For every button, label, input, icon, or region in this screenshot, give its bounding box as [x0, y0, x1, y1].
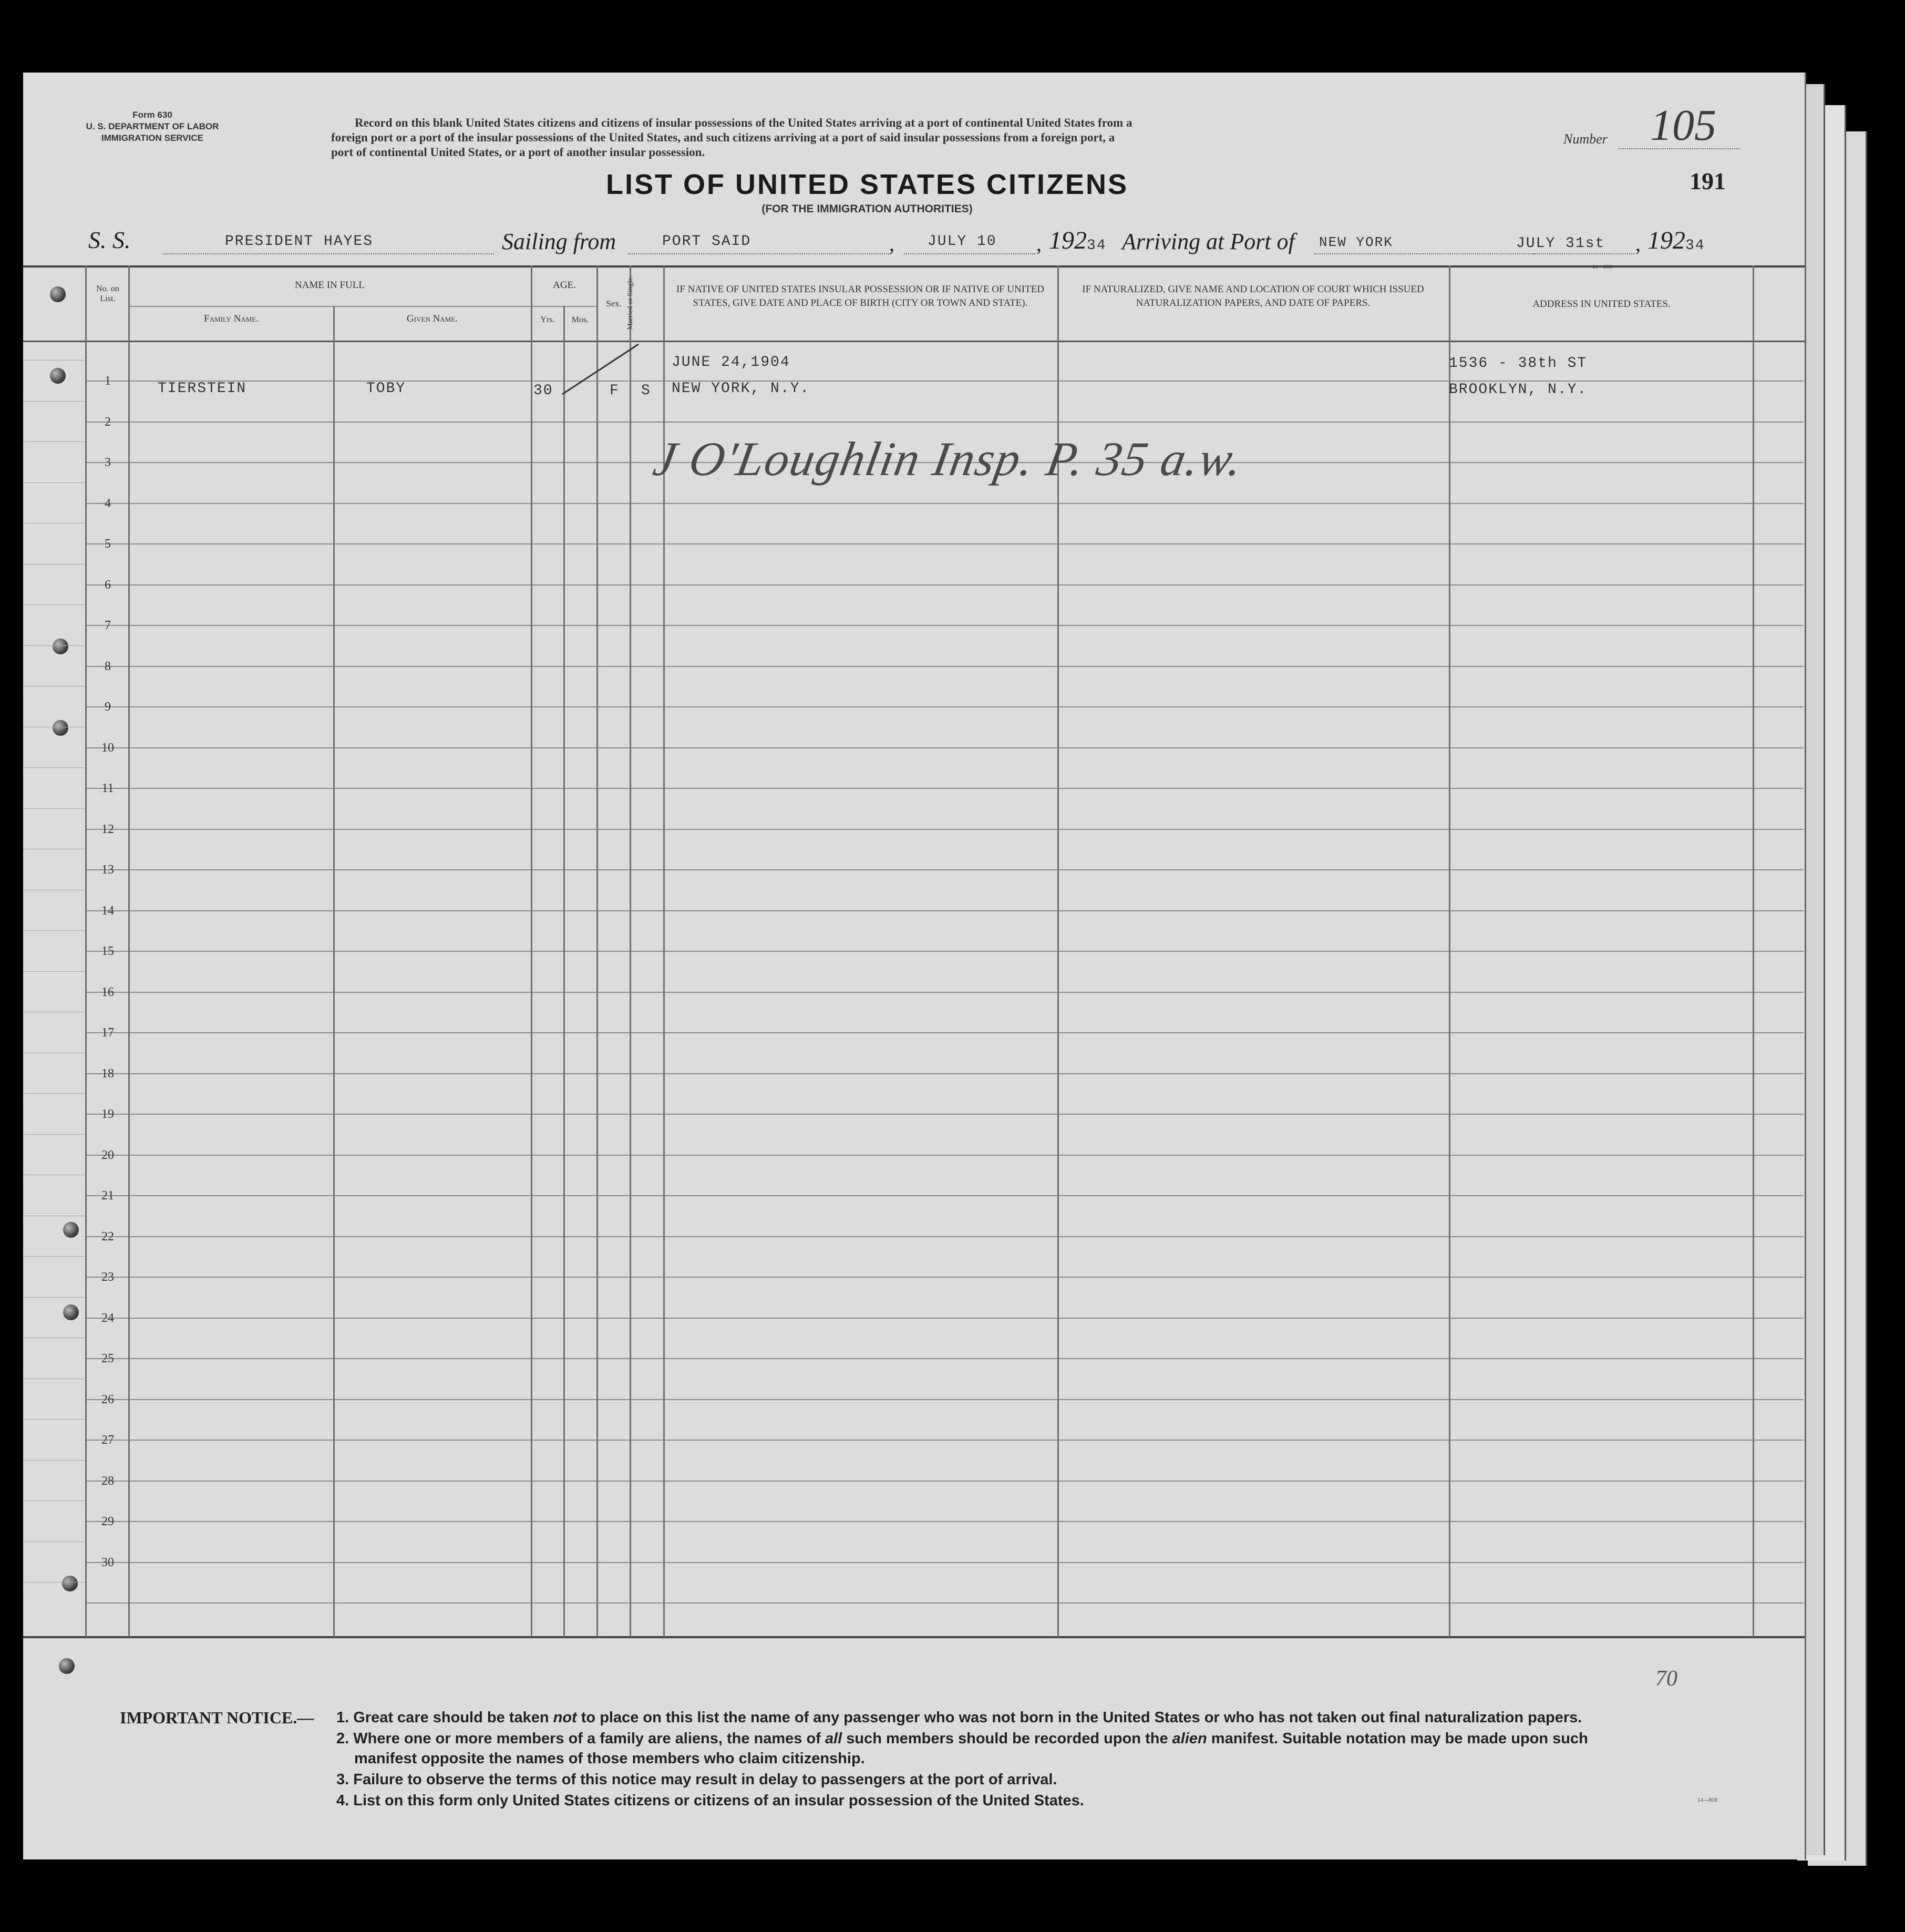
notice-emphasis: alien [1172, 1730, 1207, 1747]
row-number: 12 [101, 822, 114, 836]
row-rule [85, 951, 1804, 952]
header-no: No. on List. [96, 284, 119, 303]
row-half-rule [23, 808, 85, 809]
row-rule [85, 1073, 1804, 1074]
entry-family-name: TIERSTEIN [158, 381, 247, 397]
pen-mark [560, 342, 644, 399]
row-rule [85, 625, 1804, 626]
row-rule [85, 1195, 1804, 1196]
margin-note: 70 [1655, 1667, 1677, 1691]
row-number: 5 [105, 537, 111, 551]
row-half-rule [23, 482, 85, 483]
number-label: Number [1563, 131, 1608, 147]
name-header-rule [129, 306, 531, 307]
instructions [331, 116, 1132, 160]
notice-item-2 [336, 1730, 1588, 1748]
row-half-rule [23, 1297, 85, 1298]
row-half-rule [23, 971, 85, 972]
header-sex: Sex. [606, 299, 622, 309]
entry-address-line2: BROOKLYN, N.Y. [1449, 382, 1588, 398]
header-address: ADDRESS IN UNITED STATES. [1532, 299, 1671, 310]
row-number: 7 [105, 619, 111, 632]
notice-item-1 [336, 1709, 1582, 1727]
entry-married: S [641, 383, 651, 399]
header-name-in-full: NAME IN FULL [295, 280, 365, 291]
sailing-date-underline [904, 253, 1035, 254]
comma: , [1036, 232, 1042, 255]
handwritten-annotation: J O'Loughlin Insp. P. 35 a.w. [650, 432, 1248, 486]
row-rule [85, 584, 1804, 585]
row-number: 4 [105, 496, 111, 510]
row-number: 20 [101, 1148, 114, 1162]
entry-yrs: 30 [533, 383, 553, 399]
row-number: 11 [101, 782, 114, 795]
arrival-year-suffix: 34 [1685, 238, 1705, 254]
row-half-rule [23, 401, 85, 402]
row-number: 30 [101, 1555, 114, 1569]
page-subtitle: (FOR THE IMMIGRATION AUTHORITIES) [761, 203, 973, 215]
form-number: Form 630 [132, 110, 172, 120]
row-rule [85, 829, 1804, 830]
row-number: 1 [105, 374, 111, 388]
table-bottom-rule [23, 1636, 1805, 1638]
row-number: 22 [101, 1229, 114, 1244]
page-number: 191 [1690, 168, 1726, 194]
punch-hole [63, 1222, 79, 1238]
row-half-rule [23, 604, 85, 605]
arrival-date: JULY 31st [1516, 235, 1605, 252]
header-age: AGE. [553, 280, 576, 291]
column-line [563, 306, 565, 1637]
row-rule [85, 910, 1804, 911]
table-top-rule [23, 265, 1805, 268]
row-rule [85, 1155, 1804, 1156]
row-number: 13 [101, 863, 114, 877]
column-line [1449, 265, 1450, 1637]
row-rule [85, 1358, 1804, 1359]
entry-given-name: TOBY [366, 381, 406, 397]
notice-text: manifest. Suitable notation may be made upon such [1207, 1730, 1588, 1747]
row-number: 9 [105, 700, 111, 714]
row-half-rule [23, 1093, 85, 1094]
row-rule [85, 422, 1804, 423]
notice-item-4: 4. List on this form only United States citizens or citizens of an insular possession of the United States. [336, 1792, 1084, 1809]
row-number: 15 [101, 944, 114, 958]
sailing-port: PORT SAID [662, 233, 751, 250]
row-number: 14 [101, 903, 114, 918]
arrival-date-underline [1535, 253, 1634, 254]
number-value: 105 [1650, 101, 1716, 150]
row-number: 16 [101, 985, 114, 999]
sailing-year-suffix: 34 [1087, 238, 1107, 254]
column-line [85, 265, 87, 1637]
entry-birth-place: NEW YORK, N.Y. [672, 381, 810, 397]
row-rule [85, 706, 1804, 707]
row-half-rule [23, 1419, 85, 1420]
notice-item-2-continued: manifest opposite the names of those members who claim citizenship. [354, 1750, 865, 1767]
row-number: 21 [101, 1189, 114, 1203]
form-id-block [79, 109, 226, 144]
row-number: 23 [101, 1270, 114, 1284]
row-number: 29 [101, 1515, 114, 1528]
column-line [333, 306, 335, 1637]
row-half-rule [23, 930, 85, 931]
row-rule [85, 869, 1804, 870]
row-number: 10 [101, 741, 114, 755]
row-number: 8 [105, 659, 111, 673]
row-rule [85, 747, 1804, 748]
printer-mark: 14—808 [1697, 1797, 1717, 1803]
row-number: 25 [101, 1352, 114, 1365]
column-line [596, 265, 598, 1637]
notice-emphasis: not [553, 1709, 577, 1726]
header-married-single: Married or Single. [626, 275, 634, 330]
column-line [630, 265, 631, 1637]
notice-emphasis: all [825, 1730, 842, 1747]
table-header-rule [23, 341, 1805, 342]
notice-text: such members should be recorded upon the [842, 1730, 1172, 1747]
sailing-date: JULY 10 [928, 233, 997, 250]
header-family-name: Family Name. [204, 313, 259, 324]
arrival-port-underline [1314, 253, 1535, 254]
instructions-line: port of continental United States, or a port of another insular possession. [331, 146, 705, 159]
notice-heading: IMPORTANT NOTICE.— [120, 1708, 314, 1727]
punch-hole [59, 1658, 75, 1674]
punch-hole [63, 1304, 79, 1320]
punch-hole [62, 1576, 78, 1591]
row-rule [85, 1318, 1804, 1319]
row-rule [85, 1236, 1804, 1237]
row-rule [85, 788, 1804, 789]
instructions-line: foreign port or a port of the insular possessions of the United States, and such citizens arriving at a port of said insular possessions from a foreign port, a [331, 131, 1115, 144]
arrival-port: NEW YORK [1319, 234, 1393, 250]
punch-hole [53, 639, 68, 654]
row-rule [85, 1602, 1804, 1604]
row-number: 27 [101, 1433, 114, 1447]
notice-text: 1. Great care should be taken [336, 1709, 553, 1726]
punch-hole [50, 286, 66, 302]
header-mos: Mos. [571, 315, 589, 324]
comma: , [889, 232, 894, 255]
row-half-rule [23, 441, 85, 442]
row-half-rule [23, 360, 85, 361]
row-rule [85, 543, 1804, 544]
row-rule [85, 503, 1804, 504]
service-name: IMMIGRATION SERVICE [101, 133, 203, 143]
ship-name-underline [163, 253, 494, 254]
arrival-year-prefix: 192 [1647, 227, 1685, 254]
row-number: 28 [101, 1474, 114, 1488]
row-rule [85, 1521, 1804, 1522]
row-rule [85, 1032, 1804, 1033]
punch-hole [53, 720, 68, 736]
column-line [531, 265, 532, 1637]
ship-name: PRESIDENT HAYES [225, 233, 374, 250]
row-rule [85, 1114, 1804, 1115]
header-given-name: Given Name. [407, 313, 458, 324]
notice-text: to place on this list the name of any passenger who was not born in the United States or who has not taken out final naturalization papers. [576, 1709, 1582, 1726]
header-yrs: Yrs. [540, 315, 555, 324]
column-line [1753, 265, 1754, 1637]
instructions-line: Record on this blank United States citizens and citizens of insular possessions of the United States arriving at a port of continental United States from a [355, 116, 1132, 129]
sailing-port-underline [628, 253, 891, 254]
punch-hole [50, 368, 66, 384]
entry-address-line1: 1536 - 38th ST [1449, 355, 1588, 372]
sailing-year-prefix: 192 [1049, 227, 1087, 254]
row-number: 17 [101, 1026, 114, 1040]
header-birth: IF NATIVE OF UNITED STATES INSULAR POSSESSION OR IF NATIVE OF UNITED STATES, GIVE DATE AND PLACE OF BIRTH (CITY OR TOWN AND STATE). [676, 284, 1044, 309]
entry-birth-date: JUNE 24,1904 [672, 354, 790, 371]
row-rule [85, 1440, 1804, 1441]
row-number: 24 [101, 1311, 114, 1325]
row-number: 6 [105, 578, 111, 592]
row-rule [85, 992, 1804, 993]
row-number: 26 [101, 1392, 114, 1406]
page-title: LIST OF UNITED STATES CITIZENS [606, 169, 1128, 200]
header-naturalized: IF NATURALIZED, GIVE NAME AND LOCATION OF COURT WHICH ISSUED NATURALIZATION PAPERS, AND DATE OF PAPERS. [1082, 284, 1424, 309]
row-half-rule [23, 767, 85, 768]
notice-text: 2. Where one or more members of a family are aliens, the names of [336, 1730, 825, 1747]
row-rule [85, 1481, 1804, 1482]
comma: , [1635, 232, 1641, 255]
arriving-label: Arriving at Port of [1122, 229, 1295, 254]
column-line [128, 265, 130, 1637]
notice-item-3: 3. Failure to observe the terms of this notice may result in delay to passengers at the port of arrival. [336, 1771, 1057, 1788]
ss-label: S. S. [88, 227, 131, 253]
row-rule [85, 1399, 1804, 1400]
row-number: 18 [101, 1066, 114, 1081]
row-half-rule [23, 1256, 85, 1257]
row-half-rule [23, 1134, 85, 1135]
department-name: U. S. DEPARTMENT OF LABOR [86, 121, 219, 131]
row-rule [85, 666, 1804, 667]
row-rule [85, 1562, 1804, 1563]
row-rule [85, 1277, 1804, 1278]
row-number: 2 [105, 415, 111, 429]
row-half-rule [23, 1460, 85, 1461]
row-number: 19 [101, 1107, 114, 1121]
entry-sex: F [610, 383, 620, 399]
row-half-rule [23, 645, 85, 646]
row-number: 3 [105, 456, 111, 469]
sailing-label: Sailing from [502, 229, 616, 254]
